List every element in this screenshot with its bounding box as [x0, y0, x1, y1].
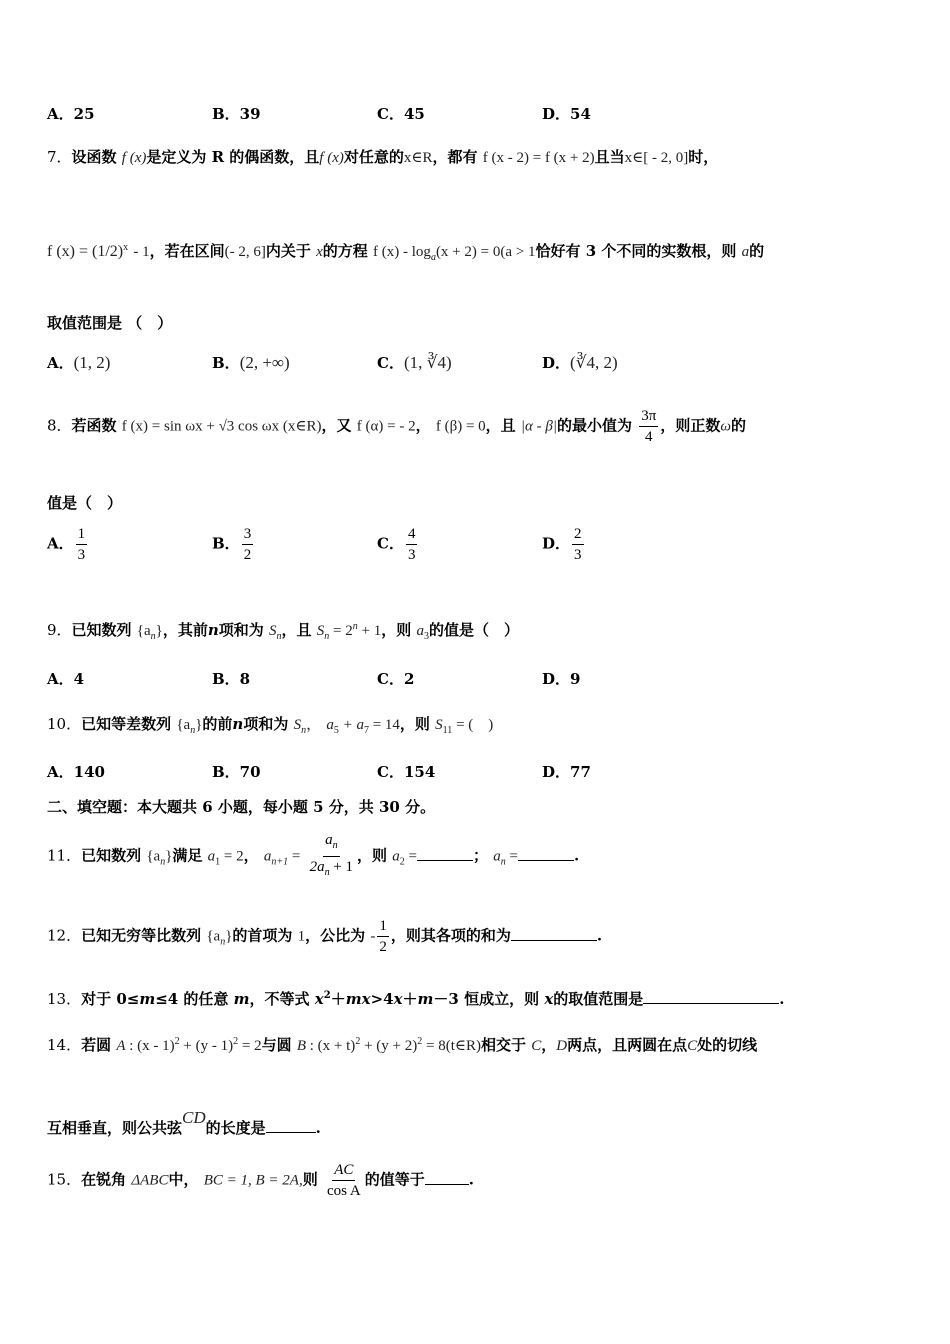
question-7-line-1: 7．设函数 f (x)是定义为 R 的偶函数，且f (x)对任意的x∈R，都有 f (x - 2) = f (x + 2)且当x∈[ - 2, 0]时，	[47, 148, 719, 166]
answer-blank[interactable]	[417, 846, 473, 861]
q6-option-d: D．54	[542, 105, 591, 123]
q8-option-d: D． $\frac{2}{3}$	[542, 526, 582, 563]
answer-blank[interactable]	[511, 926, 597, 941]
fraction-ac-over-cosa: $\frac{AC}{\text{cos A}}$	[326, 1162, 361, 1199]
q10-option-d: D．77	[542, 763, 591, 781]
question-number: 10．	[47, 715, 82, 733]
answer-blank[interactable]	[518, 846, 574, 861]
question-7-line-3: 取值范围是 （ ）	[47, 314, 173, 332]
fraction-3pi-over-4: $\frac{3\pi}{4}$	[641, 408, 657, 445]
question-8-line-2: 值是（ ）	[47, 494, 123, 512]
question-9: 9．已知数列 $\{a_n\}$，其前n项和为 $S_n$，且 $S_n = 2^n + 1$，则 $a_3$的值是（ ）	[47, 621, 519, 642]
question-10: 10．已知等差数列 $\{a_n\}$的前n项和为 $S_n$， $a_5 + a_7 = 14$，则 $S_{11}$ = ( )	[47, 715, 494, 736]
question-15: 15．在锐角 ΔABC中， BC = 1, B = 2A,则 $\frac{AC}{\text{cos A}}$ 的值等于 .	[47, 1162, 474, 1199]
q7-option-d: D．(∛4, 2)	[542, 353, 618, 372]
q8-option-a: A． $\frac{1}{3}$	[47, 526, 86, 563]
question-8-line-1: 8．若函数 f (x) = sin ωx + √3 cos ωx (x∈R)，又 f (α) = - 2， f (β) = 0，且 |α - β|的最小值为 $\frac{3\pi}{4}$ ，则正数ω的	[47, 408, 746, 445]
q6-option-c: C．45	[377, 105, 425, 123]
question-14-line-2: 互相垂直，则公共弦CD的长度是 .	[47, 1108, 321, 1137]
fraction-recurrence: $\frac{a_n}{2a_n + 1}$	[309, 832, 354, 878]
question-7-line-2: f $(x) = (1/2)^x - 1$，若在区间(- 2, 6]内关于 x的方程 f $(x) - \log_a(x + 2) = 0(a > 1$恰好有 3 个不同的实数根，则 a的	[47, 242, 765, 263]
q6-option-b: B．39	[212, 105, 261, 123]
question-11: 11．已知数列 $\{a_n\}$满足 $a_1 = 2$， $a_{n+1}$ = $\frac{a_n}{2a_n + 1}$ ，则 $a_2$ = ； $a_n$ = .	[47, 830, 579, 883]
answer-blank[interactable]	[266, 1118, 316, 1133]
answer-blank[interactable]	[643, 989, 779, 1004]
answer-blank[interactable]	[425, 1170, 469, 1185]
q8-option-c: C． $\frac{4}{3}$	[377, 526, 416, 563]
question-14-line-1: 14．若圆 A : (x - 1)$^2$ + (y - 1)$^2$ = 2与圆 B : $(x + t)^2 + (y + 2)^2$ = 8(t∈R)相交于 C，D两点，且两圆在点C处的切线	[47, 1036, 758, 1054]
question-number: 14．	[47, 1036, 82, 1054]
q10-option-b: B．70	[212, 763, 261, 781]
q10-option-a: A．140	[47, 763, 105, 781]
q7-option-a: A．(1, 2)	[47, 353, 111, 372]
q9-option-a: A．4	[47, 670, 85, 688]
question-13: 13．对于 0≤m≤4 的任意 m，不等式 $x^2+mx>4x+m-3$ 恒成立，则 x的取值范围是 .	[47, 990, 785, 1008]
q9-option-c: C．2	[377, 670, 415, 688]
q7-option-b: B．(2, +∞)	[212, 353, 290, 372]
q9-option-d: D．9	[542, 670, 581, 688]
q8-option-b: B． $\frac{3}{2}$	[212, 526, 252, 563]
q7-option-c: C．(1, ∛4)	[377, 353, 452, 372]
q10-option-c: C．154	[377, 763, 436, 781]
question-number: 7．	[47, 148, 72, 166]
q9-option-b: B．8	[212, 670, 251, 688]
question-12: 12．已知无穷等比数列 $\{a_n\}$的首项为 1，公比为 - $\frac{1}{2}$ ，则其各项的和为 .	[47, 918, 603, 955]
fraction-one-half: $\frac{1}{2}$	[379, 918, 387, 955]
question-number: 8．	[47, 416, 72, 435]
section-2-heading: 二、填空题：本大题共 6 小题，每小题 5 分，共 30 分。	[47, 798, 436, 816]
question-number: 13．	[47, 990, 82, 1008]
q6-option-a: A．25	[47, 105, 95, 123]
question-number: 12．	[47, 926, 82, 945]
question-number: 9．	[47, 621, 72, 639]
question-number: 15．	[47, 1170, 82, 1189]
question-number: 11．	[47, 846, 82, 865]
